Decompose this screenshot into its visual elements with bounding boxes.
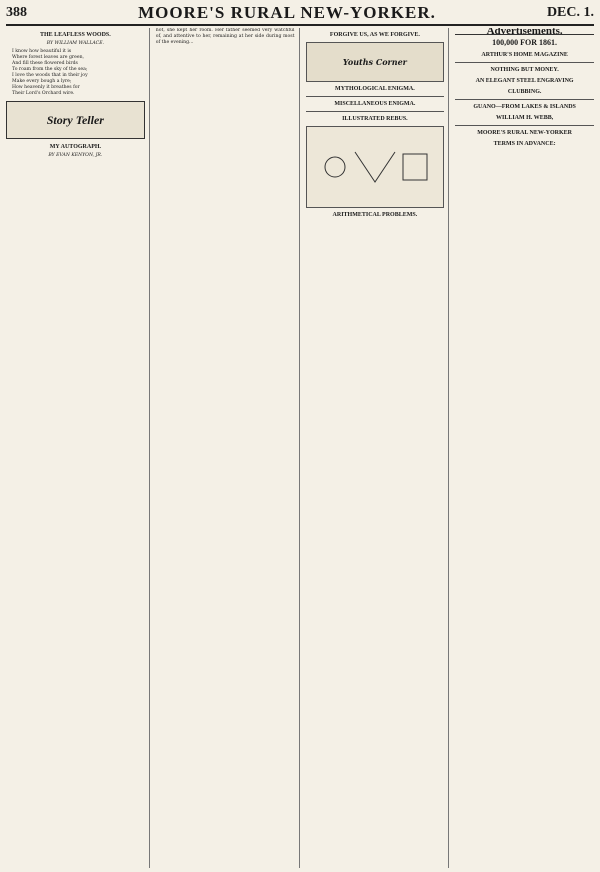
column-2 <box>156 28 300 868</box>
column-1 <box>6 28 150 868</box>
story-heading: MY AUTOGRAPH. <box>49 144 102 150</box>
divider <box>455 99 594 100</box>
poem-line: I know how beautiful it is <box>12 49 72 54</box>
webb-ad: WILLIAM H. WEBB, <box>496 115 554 121</box>
divider <box>455 62 594 63</box>
divider <box>306 96 445 97</box>
rebus-illustration <box>306 126 445 208</box>
story-banner-text: Story Teller <box>46 113 104 127</box>
story-byline: BY EVAN KENYON, JR. <box>48 153 103 158</box>
story-teller-banner <box>6 101 145 139</box>
poem-line: To roam from the sky of the sea; <box>12 67 88 72</box>
issue-date: DEC. 1. <box>546 5 594 20</box>
clubbing-ad: CLUBBING. <box>507 89 542 95</box>
rural-new-yorker-ad: MOORE'S RURAL NEW-YORKER <box>477 130 573 136</box>
divider <box>306 111 445 112</box>
guano-ad: GUANO—FROM LAKES & ISLANDS <box>473 104 576 110</box>
youths-corner-text: Youths Corner <box>342 57 407 67</box>
story-continued-text: not, she kept her room. Her father seemed very watchful of, and attentive to her, remaining at her side during most of the evening... <box>155 28 295 45</box>
arithmetical-problems-heading: ARITHMETICAL PROBLEMS. <box>332 212 418 218</box>
page-title: MOORE'S RURAL NEW-YORKER. <box>138 3 436 22</box>
column-4 <box>455 28 594 868</box>
arthurs-magazine-ad: ARTHUR'S HOME MAGAZINE <box>481 52 568 58</box>
mythological-enigma-heading: MYTHOLOGICAL ENIGMA. <box>335 86 415 92</box>
poem-line: And fill these flowered birds <box>12 61 78 66</box>
nothing-but-money-ad: NOTHING BUT MONEY. <box>490 67 559 73</box>
rebus-icon <box>315 132 435 202</box>
page-number: 388 <box>6 5 27 20</box>
columns <box>6 28 594 868</box>
youths-corner-banner <box>306 42 445 82</box>
poem-line: Their Lord's Orchard wire. <box>12 91 75 96</box>
masthead <box>6 2 594 26</box>
poem-author: BY WILLIAM WALLACE. <box>46 41 105 46</box>
poem-line: Where forest leaves are green, <box>12 55 84 60</box>
miscellaneous-enigma-heading: MISCELLANEOUS ENIGMA. <box>334 101 416 107</box>
steel-engraving-ad: AN ELEGANT STEEL ENGRAVING <box>475 78 574 84</box>
terms-heading: TERMS IN ADVANCE: <box>493 141 556 147</box>
circulation-ad: 100,000 FOR 1861. <box>492 38 558 47</box>
column-3 <box>306 28 450 868</box>
poem-line: Make every bough a lyre; <box>12 79 72 84</box>
divider <box>455 125 594 126</box>
poem-line: How heavenly it breathes for <box>12 85 80 90</box>
advertisements-title: Advertisements. <box>455 28 594 35</box>
poem-title: THE LEAFLESS WOODS. <box>40 32 111 38</box>
poem-body <box>6 49 145 97</box>
forgive-heading: FORGIVE US, AS WE FORGIVE. <box>329 32 420 38</box>
illustrated-rebus-heading: ILLUSTRATED REBUS. <box>342 116 408 122</box>
poem-line: I love the woods that in their joy <box>12 73 88 78</box>
